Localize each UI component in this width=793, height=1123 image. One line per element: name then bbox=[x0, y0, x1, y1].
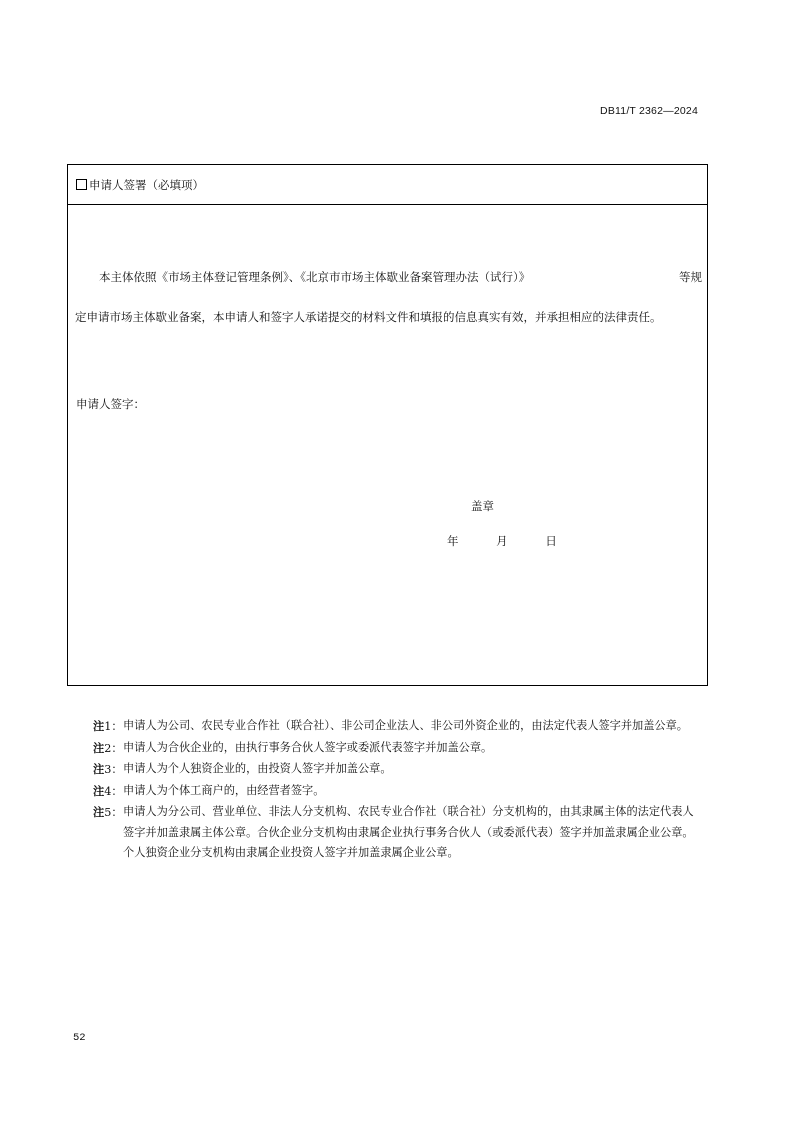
note-text: 申请人为个人独资企业的，由投资人签字并加盖公章。 bbox=[123, 762, 392, 775]
declaration-lead: 本主体依照《市场主体登记管理条例》、《北京市市场主体歇业备案管理办法（试行）》 bbox=[99, 270, 531, 284]
declaration-line2: 定申请市场主体歇业备案，本申请人和签字人承诺提交的材料文件和填报的信息真实有效，并承担相应的法律责任。 bbox=[75, 310, 662, 324]
note-prefix: 注2： bbox=[93, 740, 123, 755]
note-item bbox=[93, 716, 703, 738]
standard-code: DB11/T 2362—2024 bbox=[600, 105, 698, 117]
declaration-tail: 等规 bbox=[679, 270, 702, 284]
note-prefix: 注3： bbox=[93, 762, 123, 776]
note-prefix: 注1： bbox=[93, 719, 123, 733]
date-day: 日 bbox=[545, 534, 557, 548]
date-year: 年 bbox=[447, 534, 459, 548]
note-prefix: 注4： bbox=[93, 783, 123, 798]
note-item bbox=[93, 781, 703, 803]
seal-label: 盖章 bbox=[471, 499, 494, 513]
note-item bbox=[93, 802, 703, 864]
signature-label: 申请人签字： bbox=[76, 397, 145, 411]
notes-list bbox=[93, 716, 703, 864]
note-text: 申请人为分公司、营业单位、非法人分支机构、农民专业合作社（联合社）分支机构的，由其隶属主体的法定代表人签字并加盖隶属主体公章。合伙企业分支机构由隶属企业执行事务合伙人（或委派代表）签字并加盖隶属企业公章。个人独资企业分支机构由隶属企业投资人签字并加盖隶属企业公章。 bbox=[123, 805, 694, 859]
date-row bbox=[447, 533, 577, 549]
note-prefix: 注5： bbox=[93, 805, 123, 819]
note-text: 申请人为个体工商户的，由经营者签字。 bbox=[123, 783, 325, 797]
note-item bbox=[93, 738, 703, 760]
date-month: 月 bbox=[496, 534, 508, 548]
applicant-signature-form bbox=[67, 164, 708, 686]
note-text: 申请人为公司、农民专业合作社（联合社）、非公司企业法人、非公司外资企业的，由法定代表人签字并加盖公章。 bbox=[123, 719, 688, 732]
page-number: 52 bbox=[73, 1032, 86, 1044]
note-text: 申请人为合伙企业的，由执行事务合伙人签字或委派代表签字并加盖公章。 bbox=[123, 740, 493, 754]
section-title: 申请人签署（必填项） bbox=[89, 177, 204, 192]
declaration-text bbox=[75, 257, 702, 337]
checkbox[interactable] bbox=[76, 179, 87, 190]
note-item bbox=[93, 759, 703, 781]
section-header bbox=[68, 165, 707, 205]
